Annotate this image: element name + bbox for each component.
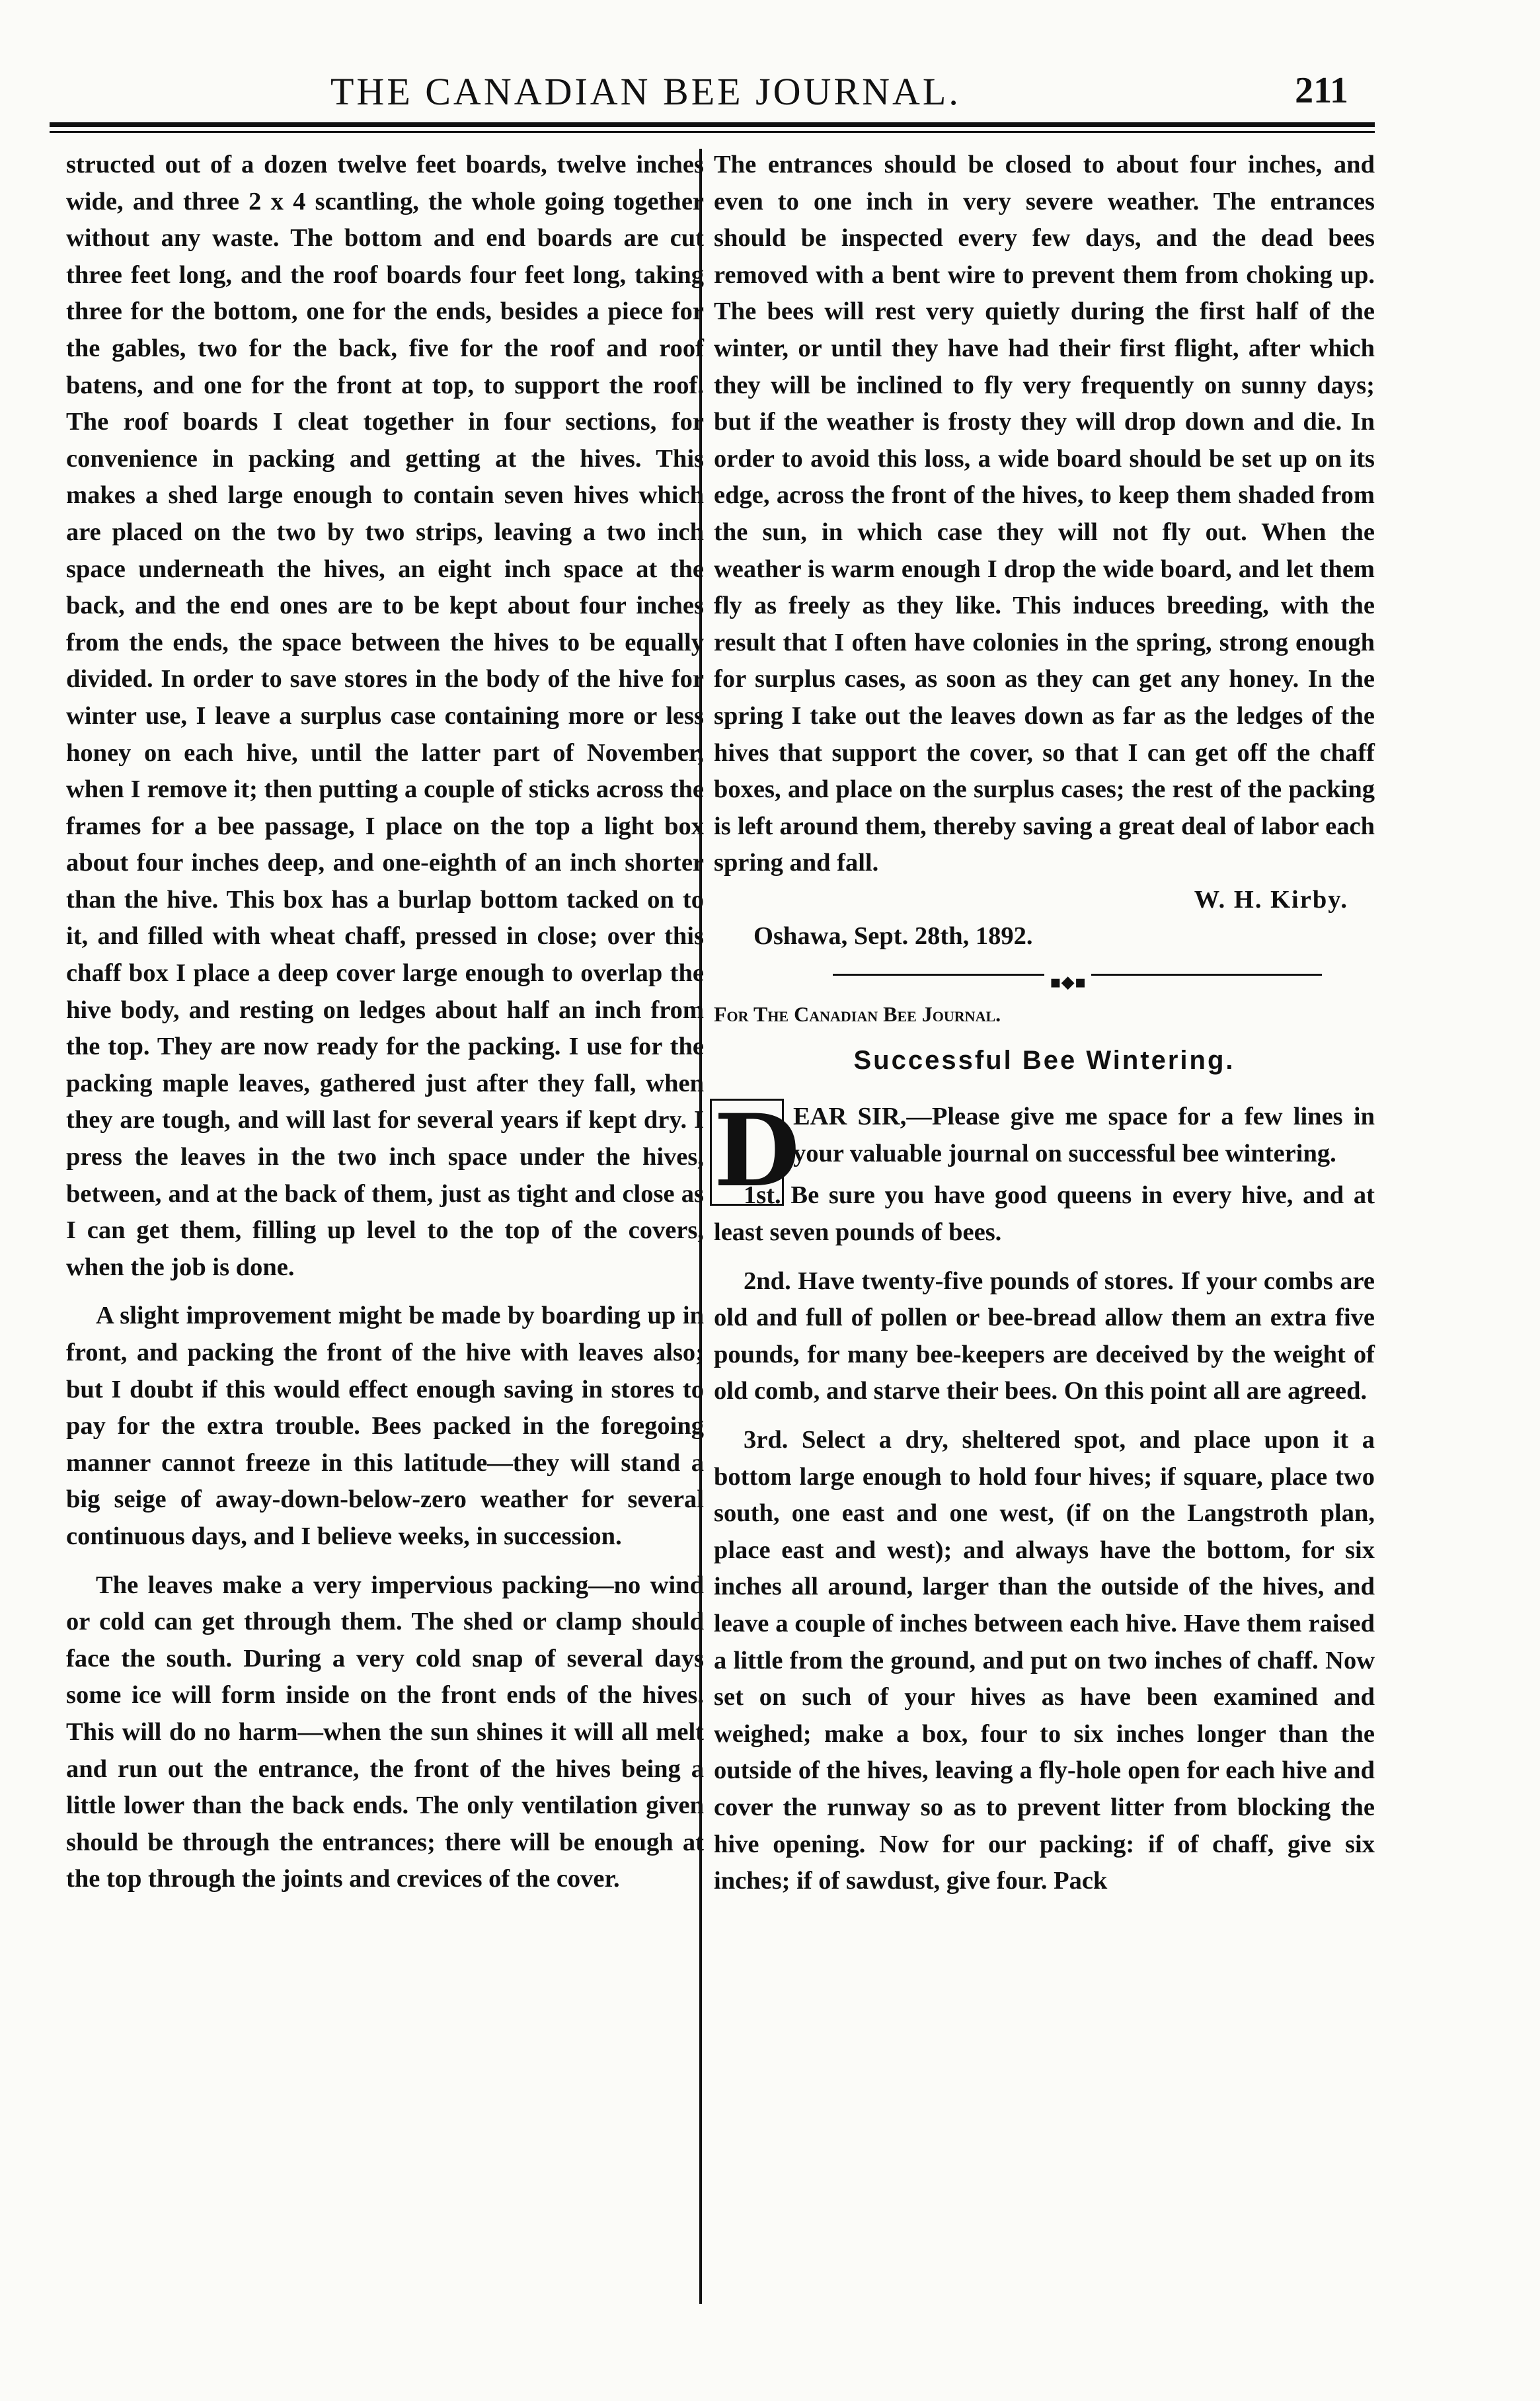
right-column (714, 147, 1375, 1900)
page-header (53, 69, 1375, 129)
left-paragraph-3: The leaves make a very impervious packing—no wind or cold can get through them. The shed or clamp should face the south. During a very cold snap of several days some ice will form inside on the front ends of the hives. This will do no harm—when the sun shines it will all melt and run out the entrance, the front of the hives being a little lower than the back ends. The only ventilation given should be through the entrances; there will be enough at the top through the joints and crevices of the cover. (66, 1571, 704, 1893)
left-paragraph-2: A slight improvement might be made by boarding up in front, and packing the front of the hive with leaves also; but I doubt if this would effect enough saving in stores to pay for the extra trouble. Bees packed in the foregoing manner cannot freeze in this latitude—they will stand a big seige of away-down-below-zero weather for several continuous days, and I believe weeks, in succession. (66, 1302, 704, 1550)
header-rule-thick (50, 122, 1375, 127)
dropcap-letter: D (714, 1093, 800, 1210)
running-title: THE CANADIAN BEE JOURNAL. (330, 70, 961, 113)
source-attribution: For The Canadian Bee Journal. (714, 1002, 1001, 1027)
section-divider-ornament (833, 967, 1322, 993)
advice-item-3: 3rd. Select a dry, sheltered spot, and place upon it a bottom large enough to hold four hives; if square, place two south, one east and one west, (if on the Langstroth plan, place east and west); and always have the bottom, for six inches all around, larger than the outside of the hives, and leave a couple of inches between each hive. Have them raised a little from the ground, and put on two inches of chaff. Now set on such of your hives as have been examined and weighed; make a box, four to six inches longer than the outside of the hives, leaving a fly-hole open for each hive and cover the runway so as to prevent litter from blocking the hive opening. Now for our packing: if of chaff, give six inches; if of sawdust, give four. Pack (714, 1426, 1375, 1895)
salutation-text: EAR SIR,—Please give me space for a few lines in your valuable journal on successful bee wintering. (793, 1103, 1375, 1167)
advice-item-1: 1st. Be sure you have good queens in every hive, and at least seven pounds of bees. (714, 1181, 1375, 1247)
author-signature: W. H. Kirby. (1194, 885, 1348, 914)
advice-item-2: 2nd. Have twenty-five pounds of stores. If your combs are old and full of pollen or bee-bread allow them an extra five pounds, for many bee-keepers are deceived by the weight of old comb, and starve their bees. On this point all are agreed. (714, 1267, 1375, 1405)
divider-mark-icon: ▪◆▪ (1044, 964, 1091, 1002)
page-number: 211 (1295, 70, 1348, 111)
article-title: Successful Bee Wintering. (853, 1045, 1235, 1075)
right-paragraph-1: The entrances should be closed to about four inches, and even to one inch in very severe weather. The entrances should be inspected every few days, and the dead bees removed with a bent wire to prevent them from choking up. The bees will rest very quietly during the first half of the winter, or until they have had their first flight, after which they will be inclined to fly very frequently on sunny days; but if the weather is frosty they will drop down and die. In order to avoid this loss, a wide board should be set up on its edge, across the front of the hives, to keep them shaded from the sun, in which case they will not fly out. When the weather is warm enough I drop the wide board, and let them fly as freely as they like. This induces breeding, with the result that I often have colonies in the spring, strong enough for surplus cases, as soon as they can get any honey. In the spring I take out the leaves down as far as the ledges of the hives that support the cover, so that I can get off the chaff boxes, and place on the surplus cases; the rest of the packing is left around them, thereby saving a great deal of labor each spring and fall. (714, 151, 1375, 877)
salutation-paragraph (714, 1093, 1375, 1210)
header-rule-thin (50, 131, 1375, 133)
left-column (66, 147, 704, 1898)
left-paragraph-1: structed out of a dozen twelve feet boards, twelve inches wide, and three 2 x 4 scantling, the whole going together without any waste. The bottom and end boards are cut three feet long, and the roof boards four feet long, taking three for the bottom, one for the ends, besides a piece for the gables, two for the back, five for the roof and roof batens, and one for the front at top, to support the roof. The roof boards I cleat together in four sections, for convenience in packing and getting at the hives. This makes a shed large enough to contain seven hives which are placed on the two by two strips, leaving a two inch space underneath the hives, an eight inch space at the back, and the end ones are to be kept about four inches from the ends, the space between the hives to be equally divided. In order to save stores in the body of the hive for winter use, I leave a surplus case containing more or less honey on each hive, until the latter part of November, when I remove it; then putting a couple of sticks across the frames for a bee passage, I place on the top a light box about four inches deep, and one-eighth of an inch shorter than the hive. This box has a burlap bottom tacked on to it, and filled with wheat chaff, pressed in close; over this chaff box I place a deep cover large enough to overlap the hive body, and resting on ledges about half an inch from the top. They are now ready for the packing. I use for the packing maple leaves, gathered just after they fall, when they are tough, and will last for several years if kept dry. I press the leaves in the two inch space under the hives, between, and at the back of them, just as tight and close as I can get them, filling up level to the top of the covers, when the job is done. (66, 151, 704, 1281)
place-date-line: Oshawa, Sept. 28th, 1892. (753, 922, 1033, 951)
